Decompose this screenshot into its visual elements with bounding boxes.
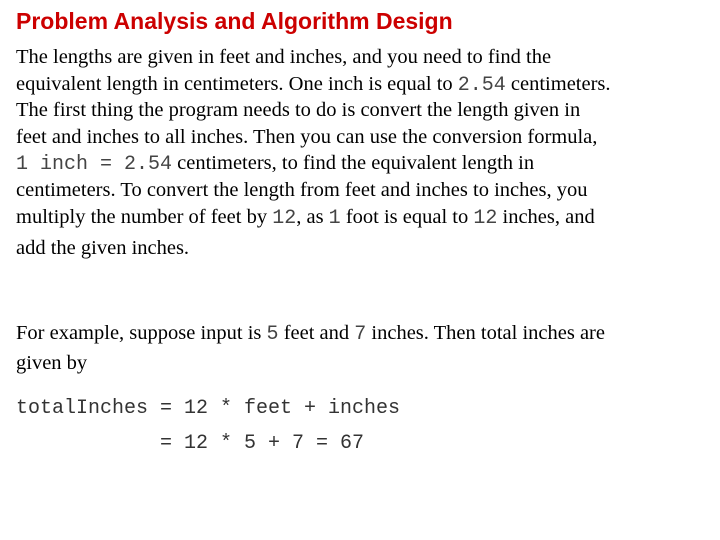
slide-title: Problem Analysis and Algorithm Design — [16, 8, 453, 34]
text-line — [16, 204, 720, 231]
text-segment: centimeters, to find the equivalent length in — [172, 152, 535, 175]
text-line: The lengths are given in feet and inches, and you need to find the — [16, 46, 552, 68]
text-segment: feet and — [278, 322, 355, 344]
text-line: given by — [16, 352, 88, 374]
text-line — [16, 71, 720, 98]
text-segment: equivalent length in centimeters. One inch is equal to — [16, 72, 458, 95]
text-line: The first thing the program needs to do is convert the length given in — [16, 99, 581, 122]
text-segment: centimeters. — [505, 72, 611, 95]
text-segment: inches. Then total inches are — [366, 322, 605, 344]
inline-code: 2.54 — [457, 73, 506, 97]
text-line — [16, 150, 720, 177]
inline-code: 12 — [473, 206, 498, 230]
text-line — [16, 318, 720, 348]
paragraph-analysis — [16, 44, 720, 266]
inline-code: 1 inch = 2.54 — [16, 153, 173, 177]
text-segment: For example, suppose input is — [16, 322, 267, 344]
text-line: add the given inches. — [16, 237, 190, 260]
inline-code: 1 — [328, 206, 341, 230]
text-line: centimeters. To convert the length from feet and inches to inches, you — [16, 178, 588, 201]
inline-code: 7 — [354, 323, 367, 346]
code-line: totalInches = 12 * feet + inches — [16, 397, 401, 420]
paragraph-example — [16, 318, 720, 378]
text-line: feet and inches to all inches. Then you can use the conversion formula, — [16, 125, 598, 148]
inline-code: 12 — [272, 206, 297, 230]
code-line: = 12 * 5 + 7 = 67 — [16, 432, 365, 455]
code-block — [16, 394, 400, 464]
text-segment: multiply the number of feet by — [16, 205, 273, 228]
text-segment: inches, and — [497, 205, 595, 228]
text-segment: , as — [296, 205, 329, 228]
inline-code: 5 — [266, 323, 279, 346]
text-segment: foot is equal to — [340, 205, 474, 228]
